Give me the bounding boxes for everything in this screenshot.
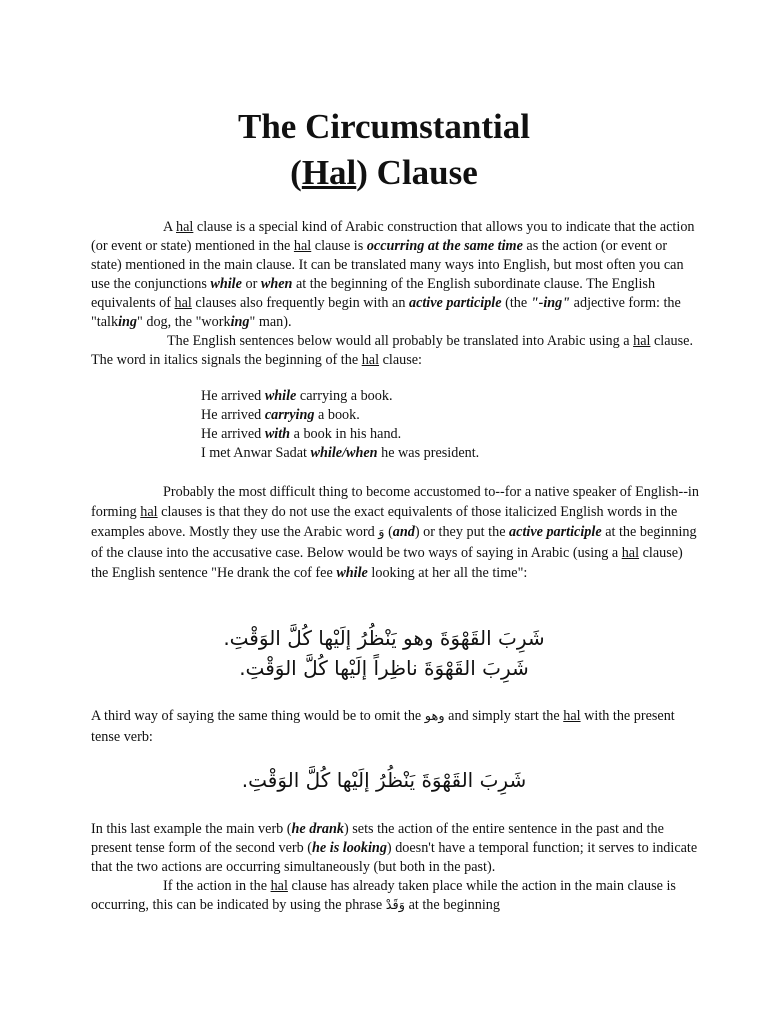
paragraph-already-taken-place: If the action in the hal clause has already taken place while the action in the main clause is occurring, this can be indicated by using the phrase وَقَدْ at the beginning xyxy=(91,878,676,913)
title-line-2 xyxy=(0,150,768,196)
arabic-example-2: شَرِبَ القَهْوَةَ ناظِراً إلَيْها كُلَّ الوَقْتِ. xyxy=(239,656,529,680)
arabic-example-1: شَرِبَ القَهْوَةَ وهو يَنْظُرُ إلَيْها كُلَّ الوَقْتِ. xyxy=(223,626,545,650)
hal-term: hal xyxy=(140,504,158,520)
arabic-example-3: شَرِبَ القَهْوَةَ يَنْظُرُ إلَيْها كُلَّ الوَقْتِ. xyxy=(241,768,527,792)
example-line: He arrived carrying a book. xyxy=(201,407,360,423)
example-line: He arrived while carrying a book. xyxy=(201,388,393,404)
paragraph-intro: A hal clause is a special kind of Arabic construction that allows you to indicate that the action (or event or state) mentioned in the hal clause is occurring at the same time as the action (or event or state) mentioned in the main clause. It can be translated many ways into English, but most often you can use the conjunctions while or when at the beginning of the English subordinate clause. The English equivalents of hal clauses also frequently begin with an active participle (the "-ing" adjective form: the "talking" dog, the "working" man). The English sentences below would all probably be translated into Arabic using a hal clause. The word in italics signals the beginning of the hal clause: xyxy=(91,218,701,370)
paragraph-last-example: In this last example the main verb (he drank) sets the action of the entire sentence in the past and the present tense form of the second verb (he is looking) doesn't have a temporal function; it serves to indicate that the two actions are occurring simultaneously (but both in the past). If the action in the hal clause has already taken place while the action in the main clause is occurring, this can be indicated by using the phrase وَقَدْ at the beginning xyxy=(91,820,701,915)
title-line-1: The Circumstantial xyxy=(238,107,530,146)
title-hal-term: Hal xyxy=(301,153,357,192)
emphasis: active participle xyxy=(408,295,502,311)
paragraph-third-way: A third way of saying the same thing would be to omit the وهو and simply start the hal with the present tense verb: xyxy=(91,708,675,745)
hal-term: hal xyxy=(174,295,192,311)
arabic-wa: وَ xyxy=(378,525,385,540)
emphasis: "-ing" xyxy=(530,295,571,311)
emphasis: ing xyxy=(230,314,250,330)
emphasis: ing xyxy=(118,314,138,330)
emphasis: while xyxy=(210,276,242,292)
emphasis: when xyxy=(260,276,293,292)
arabic-wahuwa: وهو xyxy=(424,709,445,724)
paragraph-difficulty: Probably the most difficult thing to become accustomed to--for a native speaker of English--in forming hal clauses is that they do not use the exact equivalents of those italicized English words in the examples above. Mostly they use the Arabic word وَ (and) or they put the active participle at the beginning of the clause into the accusative case. Below would be two ways of saying in Arabic (using a hal clause) the English sentence "He drank the cof fee while looking at her all the time": xyxy=(91,484,699,581)
hal-term: hal xyxy=(270,878,288,894)
paragraph-translation: The English sentences below would all probably be translated into Arabic using a hal clause. The word in italics signals the beginning of the hal clause: xyxy=(91,333,693,368)
example-line: I met Anwar Sadat while/when he was president. xyxy=(201,445,480,461)
page-title xyxy=(0,104,768,196)
emphasis: occurring at the same time xyxy=(366,238,523,254)
hal-term: hal xyxy=(563,708,581,724)
hal-term: hal xyxy=(621,545,640,561)
hal-term: hal xyxy=(633,333,651,349)
example-line: He arrived with a book in his hand. xyxy=(201,426,402,442)
title-paren-open: ( xyxy=(290,153,302,192)
arabic-waqad: وَقَدْ xyxy=(385,898,406,913)
english-examples xyxy=(201,387,479,463)
hal-term: hal xyxy=(293,238,312,254)
hal-term: hal xyxy=(176,219,194,235)
hal-term: hal xyxy=(361,352,380,368)
title-clause-word: ) Clause xyxy=(356,153,478,192)
